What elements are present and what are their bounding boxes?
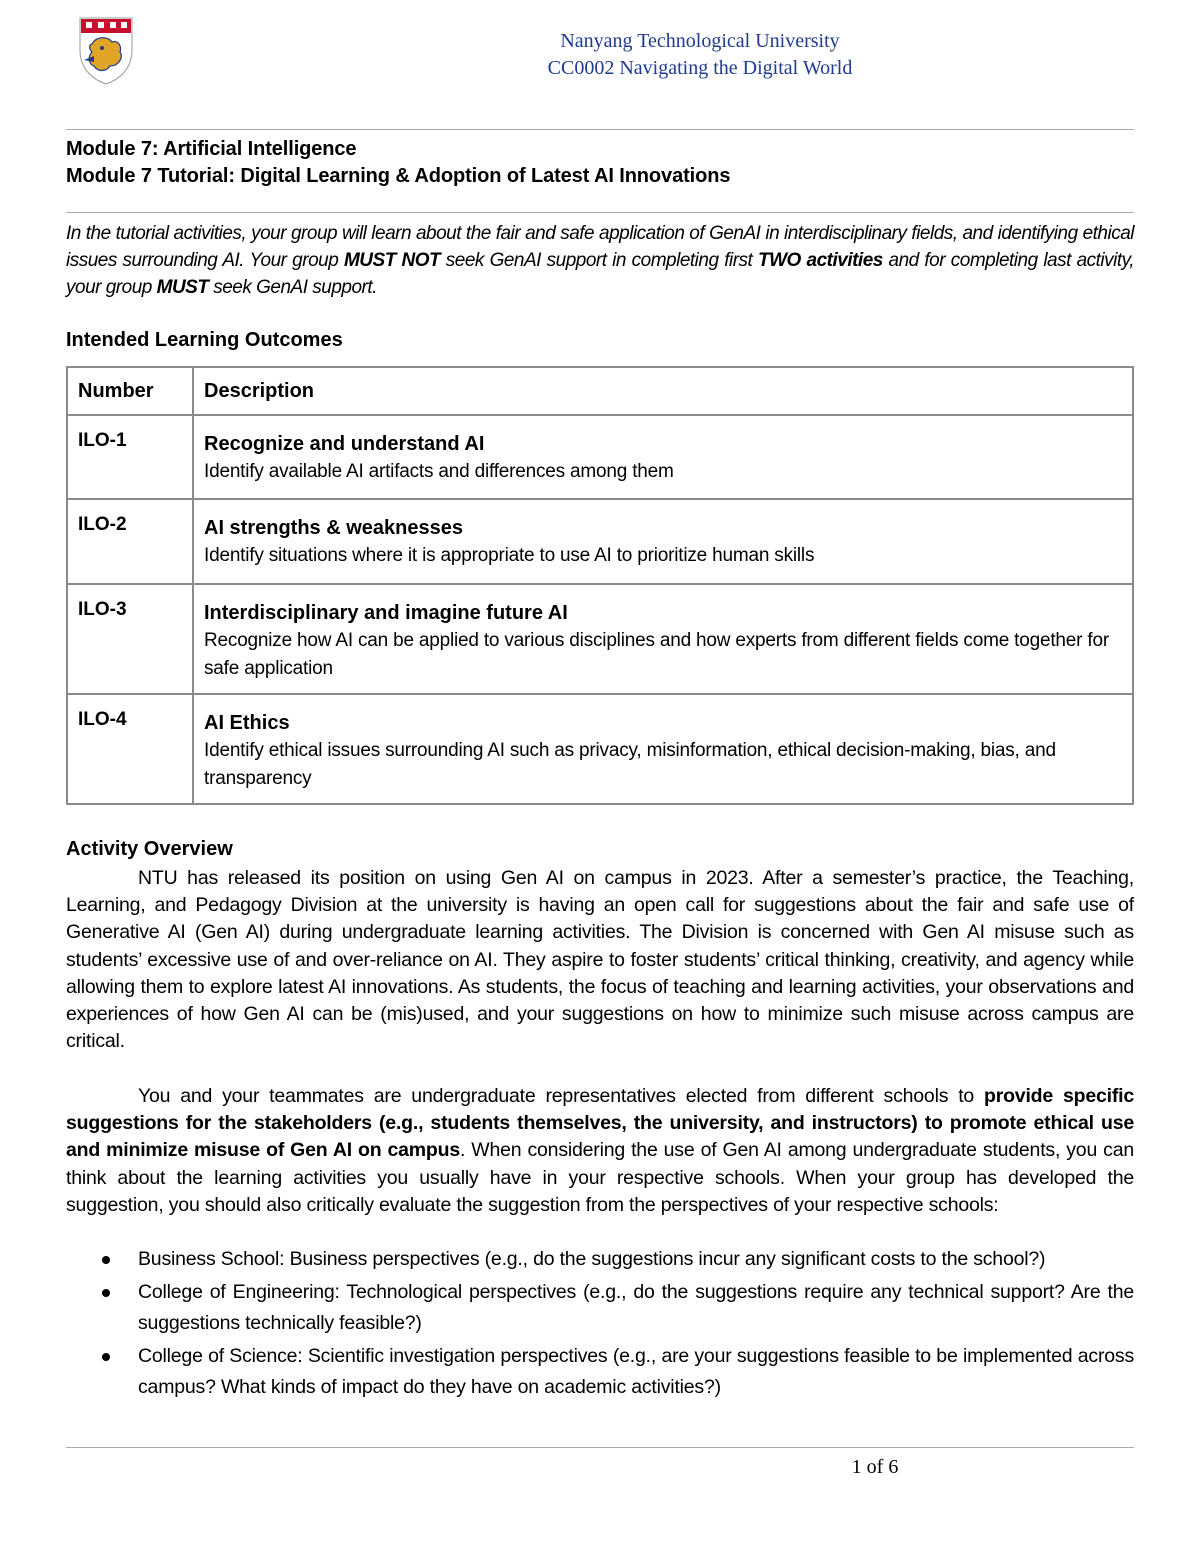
ilo-table — [66, 366, 1134, 805]
ilo-cell — [193, 584, 1133, 694]
ilo-description: Identify ethical issues surrounding AI such as privacy, misinformation, ethical decision-making, bias, and transparency — [204, 740, 1056, 789]
intro-paragraph: In the tutorial activities, your group will learn about the fair and safe application of GenAI in interdisciplinary fields, and identifying ethical issues surrounding AI. Your group MUST NOT seek GenAI support in completing first TWO activities and for completing last activity, your group MUST seek GenAI support. — [66, 223, 1135, 298]
table-header-row — [67, 367, 1133, 415]
must-emphasis: MUST — [156, 277, 209, 298]
list-item: College of Engineering: Technological perspectives (e.g., do the suggestions require any technical support? Are the suggestions technically feasible?) — [66, 1277, 1134, 1339]
page-number: 1 of 6 — [851, 1456, 899, 1478]
university-name: Nanyang Technological University — [560, 30, 840, 52]
overview-paragraph-2: You and your teammates are undergraduate representatives elected from different schools to provide specific suggestions for the stakeholders (e.g., students themselves, the university, and instructors) to promote ethical use and minimize misuse of Gen AI on campus. When considering the use of Gen AI among undergraduate students, you can think about the learning activities you usually have in your respective schools. When your group has developed the suggestion, you should also critically evaluate the suggestion from the perspectives of your respective schools: — [66, 1085, 1134, 1216]
column-header-number: Number — [67, 367, 193, 415]
ilo-number: ILO-2 — [67, 499, 193, 584]
table-row — [67, 694, 1133, 804]
module-title: Module 7: Artificial Intelligence — [66, 138, 357, 160]
table-row — [67, 415, 1133, 499]
two-activities-emphasis: TWO activities — [758, 250, 883, 271]
ilo-cell — [193, 694, 1133, 804]
activity-overview-heading: Activity Overview — [66, 838, 233, 860]
key-task-emphasis: provide specific suggestions for the stakeholders (e.g., students themselves, the university, and instructors) to promote ethical use and minimize misuse of Gen AI on campus — [66, 1085, 1134, 1162]
bullet-icon — [102, 1353, 110, 1361]
ilo-heading: Intended Learning Outcomes — [66, 329, 343, 351]
ilo-number: ILO-3 — [67, 584, 193, 694]
ntu-crest-logo — [78, 16, 134, 86]
school-perspectives-list — [66, 1244, 1134, 1405]
table-row — [67, 499, 1133, 584]
column-header-description: Description — [193, 367, 1133, 415]
ilo-title: Interdisciplinary and imagine future AI — [204, 602, 568, 624]
must-not-emphasis: MUST NOT — [343, 250, 441, 271]
table-row — [67, 584, 1133, 694]
ilo-number: ILO-4 — [67, 694, 193, 804]
ilo-description: Identify available AI artifacts and differences among them — [204, 461, 674, 482]
ilo-description: Recognize how AI can be applied to various disciplines and how experts from different fields come together for safe application — [204, 630, 1109, 679]
ilo-cell — [193, 499, 1133, 584]
ilo-description: Identify situations where it is appropriate to use AI to prioritize human skills — [204, 545, 815, 566]
ilo-title: AI Ethics — [204, 712, 290, 734]
list-item: Business School: Business perspectives (e.g., do the suggestions incur any significant costs to the school?) — [66, 1244, 1134, 1275]
overview-paragraph-1: NTU has released its position on using Gen AI on campus in 2023. After a semester’s practice, the Teaching, Learning, and Pedagogy Division at the university is having an open call for suggestions about the fair and safe use of Generative AI (Gen AI) during undergraduate learning activities. The Division is concerned with Gen AI misuse such as students’ excessive use of and over-reliance on AI. They aspire to foster students’ critical thinking, creativity, and agency while allowing them to explore latest AI innovations. As students, the focus of teaching and learning activities, your observations and experiences of how Gen AI can be (mis)used, and your suggestions on how to minimize such misuse across campus are critical. — [66, 867, 1134, 1053]
footer-divider — [66, 1447, 1134, 1448]
bullet-icon — [102, 1289, 110, 1297]
ilo-title: Recognize and understand AI — [204, 433, 485, 455]
title-divider — [66, 212, 1134, 213]
ilo-cell — [193, 415, 1133, 499]
header-divider — [66, 129, 1134, 130]
bullet-icon — [102, 1256, 110, 1264]
ilo-number: ILO-1 — [67, 415, 193, 499]
ilo-title: AI strengths & weaknesses — [204, 517, 463, 539]
tutorial-title: Module 7 Tutorial: Digital Learning & Adoption of Latest AI Innovations — [66, 165, 731, 187]
course-name: CC0002 Navigating the Digital World — [547, 57, 853, 79]
list-item: College of Science: Scientific investigation perspectives (e.g., are your suggestions feasible to be implemented across campus? What kinds of impact do they have on academic activities?) — [66, 1341, 1134, 1403]
